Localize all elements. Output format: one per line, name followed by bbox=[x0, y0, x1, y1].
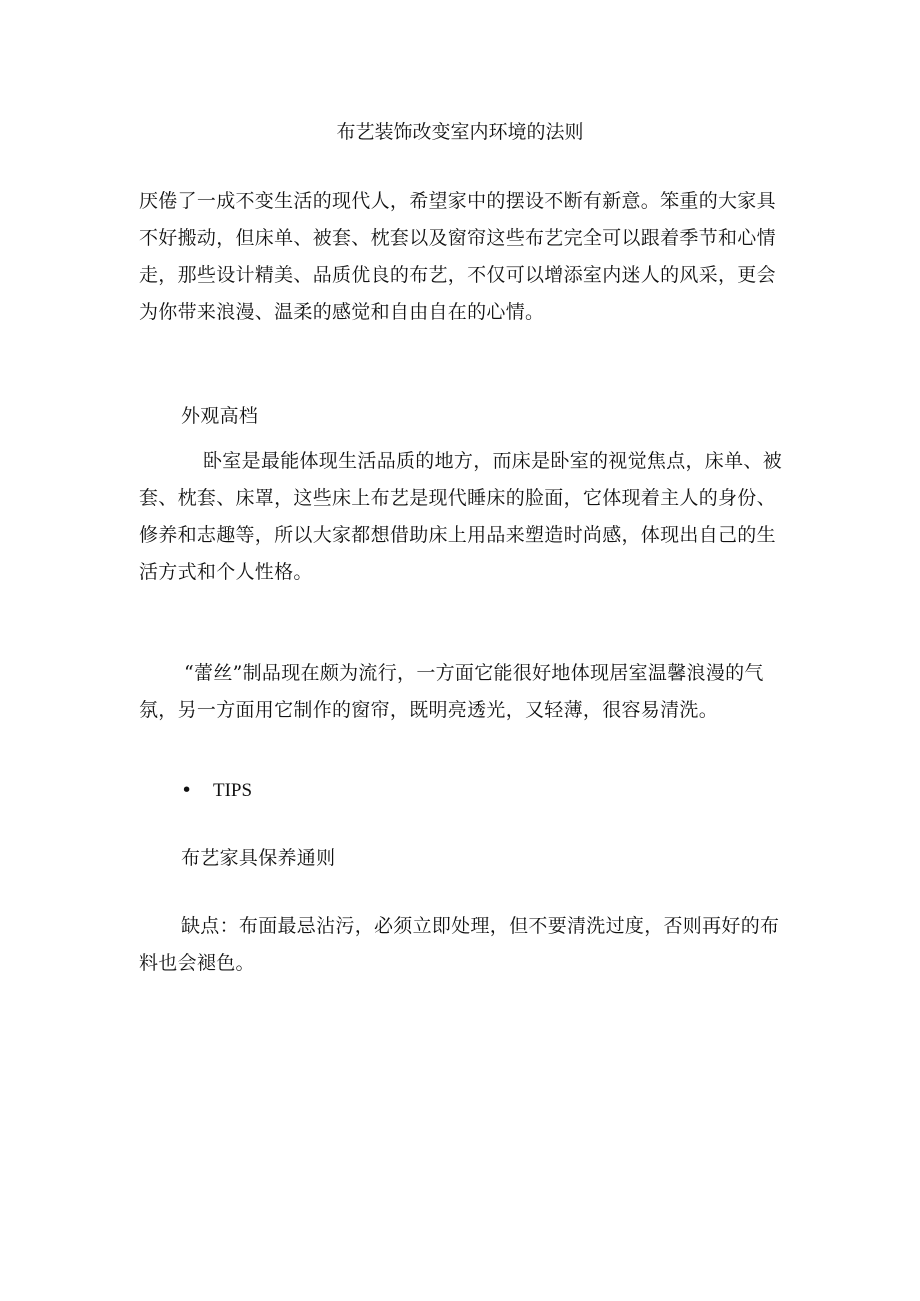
tips-bullet-item bbox=[181, 772, 252, 809]
bullet-icon: • bbox=[181, 779, 193, 801]
defect-paragraph: 缺点：布面最忌沾污，必须立即处理，但不要清洗过度，否则再好的布料也会褪色。 bbox=[139, 915, 780, 974]
section-heading-maintenance: 布艺家具保养通则 bbox=[181, 847, 336, 869]
bedroom-paragraph: 卧室是最能体现生活品质的地方，而床是卧室的视觉焦点，床单、被套、枕套、床罩，这些床上布艺是现代睡床的脸面，它体现着主人的身份、修养和志趣等，所以大家都想借助床上用品来塑造时尚感，体现出自己的生活方式和个人性格。 bbox=[139, 450, 783, 583]
lace-paragraph: “蕾丝”制品现在颇为流行，一方面它能很好地体现居室温馨浪漫的气氛，另一方面用它制作的窗帘，既明亮透光，又轻薄，很容易清洗。 bbox=[139, 662, 764, 721]
tips-label: TIPS bbox=[213, 780, 253, 801]
intro-paragraph: 厌倦了一成不变生活的现代人，希望家中的摆设不断有新意。笨重的大家具不好搬动，但床单、被套、枕套以及窗帘这些布艺完全可以跟着季节和心情走，那些设计精美、品质优良的布艺，不仅可以增添室内迷人的风采，更会为你带来浪漫、温柔的感觉和自由自在的心情。 bbox=[139, 190, 776, 323]
section-heading-appearance: 外观高档 bbox=[181, 405, 259, 427]
document-title: 布艺装饰改变室内环境的法则 bbox=[336, 121, 584, 143]
